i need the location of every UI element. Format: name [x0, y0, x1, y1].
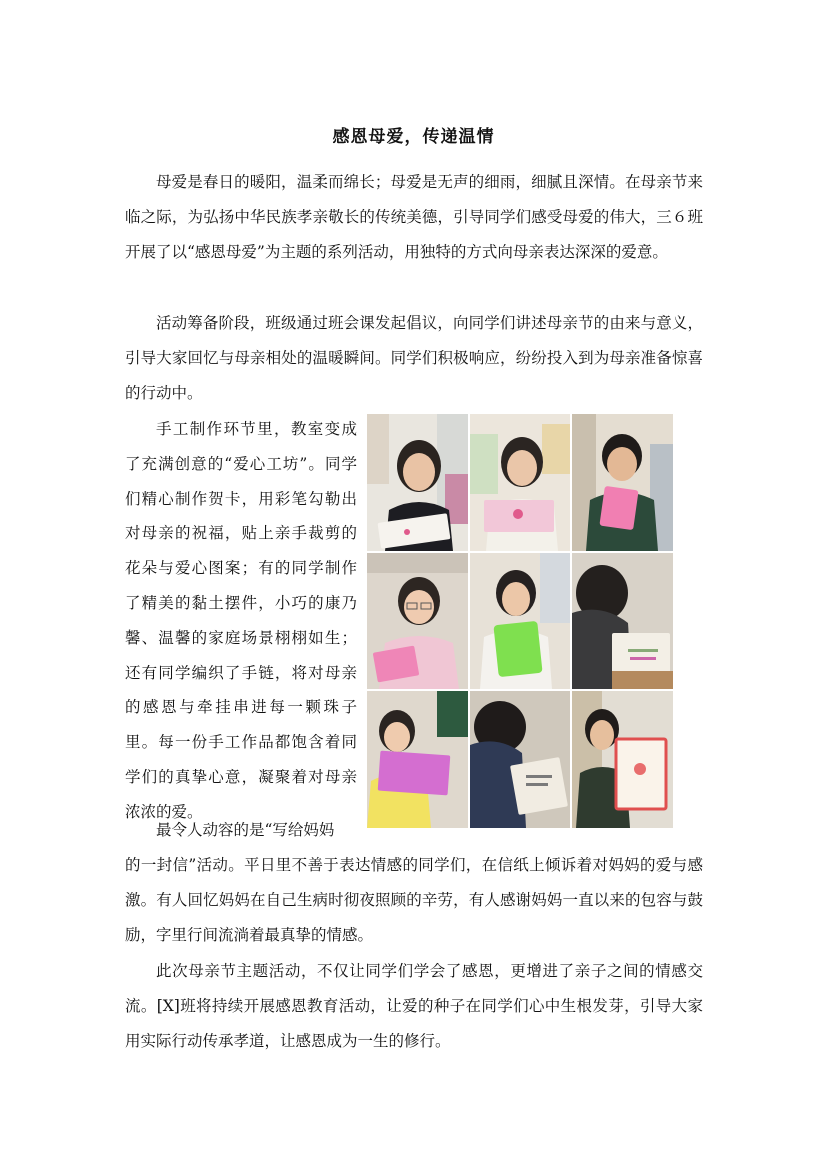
- photo-boy-framed-card: [572, 691, 673, 828]
- paragraph-letter-rest: 的一封信”活动。平日里不善于表达情感的同学们，在信纸上倾诉着对妈妈的爱与感激。有人回忆妈妈在自己生病时彻夜照顾的辛劳，有人感谢妈妈一直以来的包容与鼓励，字里行间流淌着最真挚的情感。: [125, 856, 703, 944]
- paragraph-conclusion: 此次母亲节主题活动，不仅让同学们学会了感恩，更增进了亲子之间的情感交流。[X]班将持续开展感恩教育活动，让爱的种子在同学们心中生根发芽，引导大家用实际行动传承孝道，让感恩成为一生的修行。: [125, 962, 703, 1050]
- photo-girl-with-white-card: [367, 414, 468, 551]
- photo-boy-with-pink-card: [572, 414, 673, 551]
- paragraph-intro: 母爱是春日的暖阳，温柔而绵长；母爱是无声的细雨，细腻且深情。在母亲节来临之际，为弘扬中华民族孝亲敬长的传统美德，引导同学们感受母爱的伟大，三６班开展了以“感恩母爱”为主题的系列活动，用独特的方式向母亲表达深深的爱意。: [125, 173, 703, 261]
- photo-collage: [367, 414, 677, 826]
- page-title: 感恩母爱，传递温情: [332, 127, 495, 147]
- photo-girl-pink-letter: [367, 691, 468, 828]
- paragraph-letter-start: 最令人动容的是“写给妈妈: [156, 821, 335, 839]
- paragraph-preparation: 活动筹备阶段，班级通过班会课发起倡议，向同学们讲述母亲节的由来与意义，引导大家回忆与母亲相处的温暖瞬间。同学们积极响应，纷纷投入到为母亲准备惊喜的行动中。: [125, 314, 703, 402]
- photo-girl-glasses-pink-card: [367, 553, 468, 689]
- photo-girl-green-card: [470, 553, 570, 689]
- photo-girl-with-pink-card: [470, 414, 570, 551]
- photo-boy-writing-letter: [470, 691, 570, 828]
- paragraph-handicraft: 手工制作环节里，教室变成了充满创意的“爱心工坊”。同学们精心制作贺卡，用彩笔勾勒出对母亲的祝福，贴上亲手裁剪的花朵与爱心图案；有的同学制作了精美的黏土摆件，小巧的康乃馨、温馨的家庭场景栩栩如生；还有同学编织了手链，将对母亲的感恩与牵挂串进每一颗珠子里。每一份手工作品都饱含着同学们的真挚心意，凝聚着对母亲浓浓的爱。: [125, 420, 357, 821]
- photo-boy-drawing-card: [572, 553, 673, 689]
